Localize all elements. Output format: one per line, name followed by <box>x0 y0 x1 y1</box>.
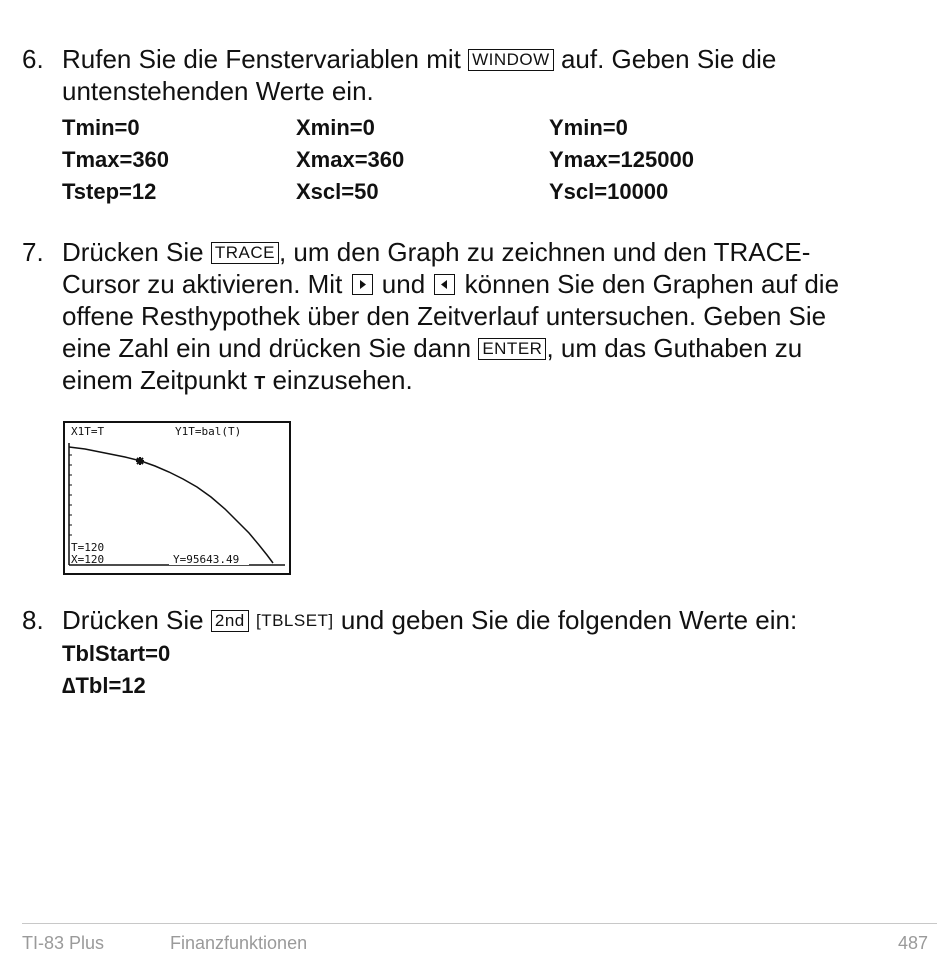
step-7 <box>22 236 932 399</box>
tblset-key: [TBLSET] <box>255 611 334 630</box>
var-value: Xmax=360 <box>296 147 405 172</box>
footer-divider <box>22 923 937 924</box>
step-text: Cursor zu aktivieren. Mit <box>62 269 343 299</box>
table-value: TblStart=0 <box>62 641 171 666</box>
screen-y-value: Y=95643.49 <box>173 553 240 566</box>
step-text: auf. Geben Sie die <box>560 44 777 74</box>
footer-section: Finanzfunktionen <box>170 933 308 953</box>
step-number: 7. <box>22 237 44 267</box>
step-text: können Sie den Graphen auf die <box>464 269 840 299</box>
var-value: Tmax=360 <box>62 147 170 172</box>
screen-y1t-label: Y1T=bal(T) <box>175 425 242 438</box>
step-6 <box>22 43 932 107</box>
step-text: Rufen Sie die Fenstervariablen mit <box>62 44 461 74</box>
var-value: Yscl=10000 <box>549 179 669 204</box>
variable-t: T <box>254 373 266 393</box>
step-text: untenstehenden Werte ein. <box>62 76 374 106</box>
trace-key: TRACE <box>211 242 279 264</box>
var-value: Tstep=12 <box>62 179 157 204</box>
step-text: Drücken Sie <box>62 605 204 635</box>
screen-t-value: T=120 <box>71 541 105 554</box>
step-text: Drücken Sie <box>62 237 204 267</box>
enter-key: ENTER <box>478 338 546 360</box>
step-text: einzusehen. <box>272 365 413 395</box>
screen-x-value: X=120 <box>71 553 105 566</box>
var-value: Xscl=50 <box>296 179 379 204</box>
step-number: 6. <box>22 44 44 74</box>
footer-product: TI-83 Plus <box>22 933 105 953</box>
table-value: ∆Tbl=12 <box>62 673 146 698</box>
step-text: eine Zahl ein und drücken Sie dann <box>62 333 472 363</box>
trace-cursor <box>136 457 144 465</box>
step-text: offene Resthypothek über den Zeitverlauf untersuchen. Geben Sie <box>62 301 827 331</box>
step-8 <box>22 604 932 636</box>
step-text: und geben Sie die folgenden Werte ein: <box>340 605 798 635</box>
window-key: WINDOW <box>468 49 554 71</box>
table-values <box>62 638 170 702</box>
step-text: und <box>381 269 426 299</box>
var-value: Tmin=0 <box>62 115 140 140</box>
step-text: , um den Graph zu zeichnen und den TRACE- <box>278 237 811 267</box>
var-value: Ymin=0 <box>549 115 628 140</box>
left-arrow-key-icon <box>434 274 455 295</box>
var-value: Ymax=125000 <box>549 147 694 172</box>
right-arrow-key-icon <box>352 274 373 295</box>
step-text: einem Zeitpunkt <box>62 365 247 395</box>
var-value: Xmin=0 <box>296 115 375 140</box>
page-number: 487 <box>898 933 929 953</box>
2nd-key: 2nd <box>211 610 249 632</box>
screen-x1t-label: X1T=T <box>71 425 105 438</box>
step-number: 8. <box>22 605 44 635</box>
step-text: , um das Guthaben zu <box>546 333 803 363</box>
calculator-screen <box>63 421 291 575</box>
